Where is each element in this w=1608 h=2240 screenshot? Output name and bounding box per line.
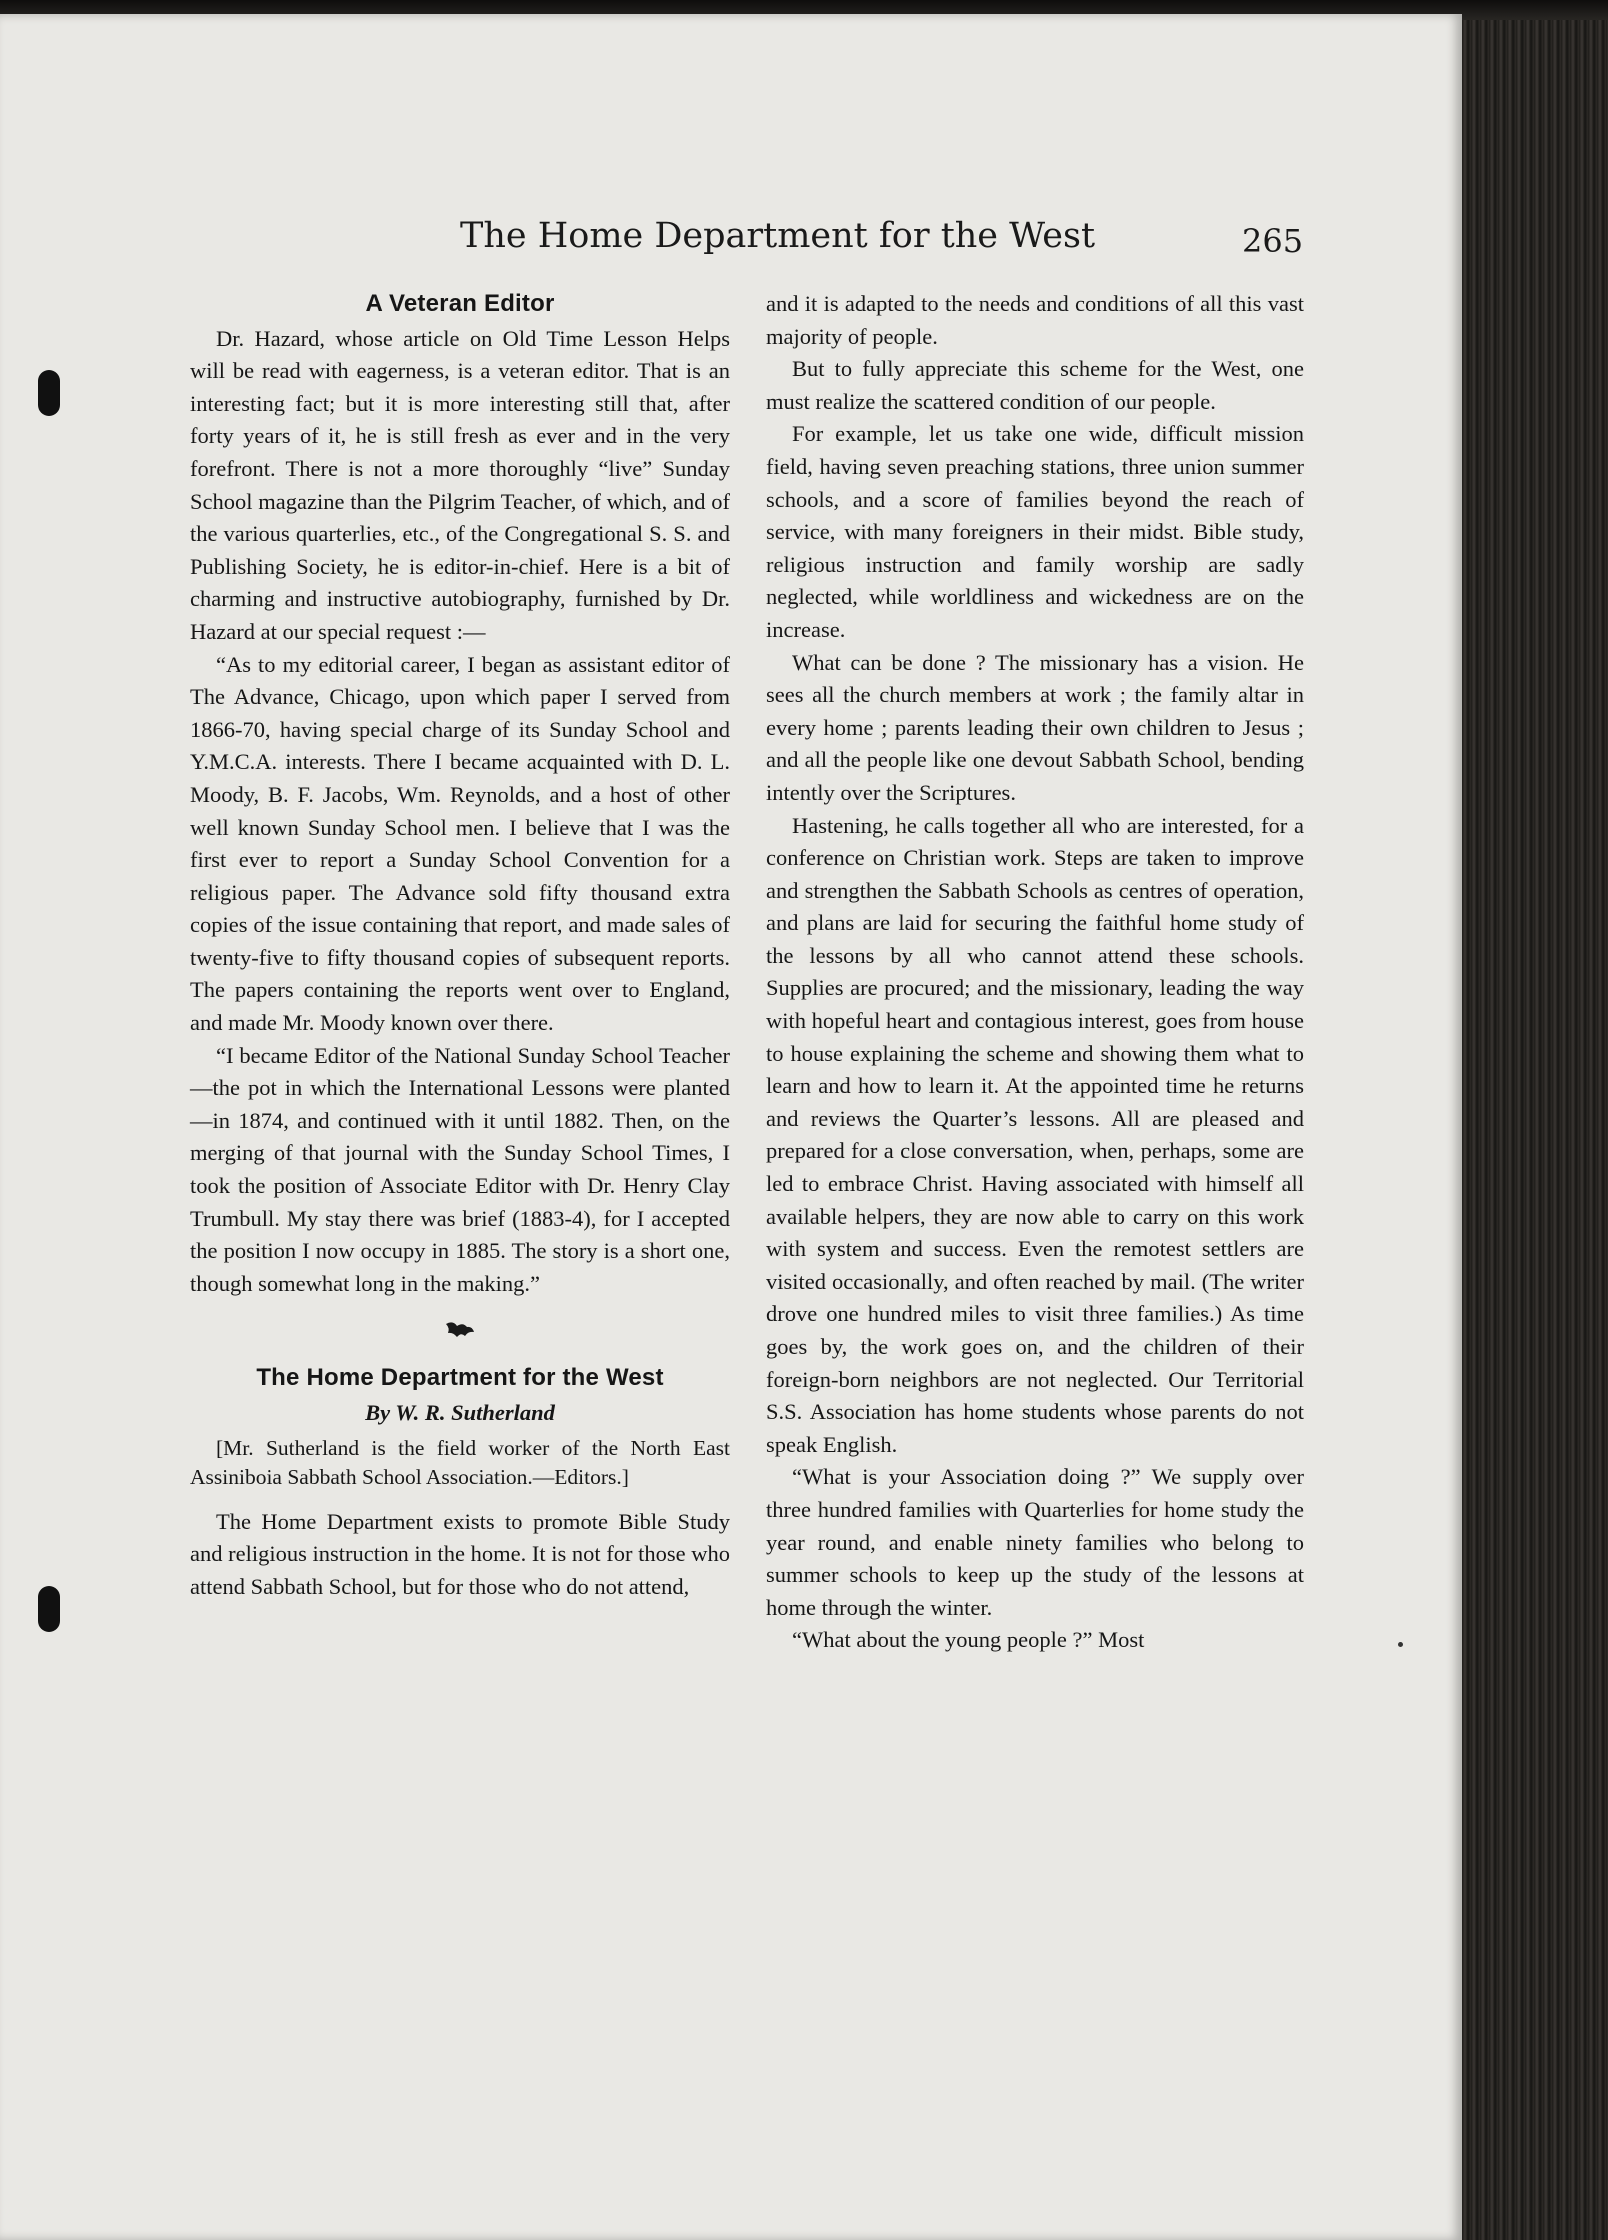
running-title: The Home Department for the West (460, 216, 1096, 256)
page-edges (1462, 20, 1608, 2240)
editor-note: [Mr. Sutherland is the field worker of the North East Assiniboia Sabbath School Association.—Editors.] (190, 1435, 730, 1489)
paragraph: The Home Department exists to promote Bible Study and religious instruction in the home. It is not for those who attend Sabbath School, but for those who do not attend, (190, 1508, 730, 1599)
article-title-veteran-editor: A Veteran Editor (365, 290, 555, 317)
paragraph: “As to my editorial career, I began as assistant editor of The Advance, Chicago, upon which paper I served from 1866-70, having special charge of its Sunday School and Y.M.C.A. interests. There I became acquainted with D. L. Moody, B. F. Jacobs, Wm. Reynolds, and a host of other well known Sunday School men. I believe that I was the first ever to report a Sunday School Convention for a religious paper. The Advance sold fifty thousand extra copies of the issue containing that report, and made sales of twenty-five to fifty thousand copies of subsequent reports. The papers containing the reports went over to England, and made Mr. Moody known over there. (190, 651, 730, 1036)
right-column (766, 288, 1304, 1657)
paragraph: “I became Editor of the National Sunday School Teacher—the pot in which the International Lessons were planted—in 1874, and continued with it until 1882. Then, on the merging of that journal with the Sunday School Times, I took the position of Associate Editor with Dr. Henry Clay Trumbull. My stay there was brief (1883-4), for I accepted the position I now occupy in 1885. The story is a short one, though somewhat long in the making.” (190, 1042, 730, 1296)
stray-mark (1398, 1642, 1403, 1647)
binding-hole-top (38, 370, 60, 416)
paragraph: “What about the young people ?” Most (792, 1627, 1145, 1653)
left-column (190, 288, 730, 1603)
page-number: 265 (1242, 222, 1304, 260)
paragraph: For example, let us take one wide, difficult mission field, having seven preaching stations, three union summer schools, and a score of families beyond the reach of service, with many foreigners in their midst. Bible study, religious instruction and family worship are sadly neglected, while worldliness and wickedness are on the increase. (766, 421, 1304, 642)
paragraph: Dr. Hazard, whose article on Old Time Lesson Helps will be read with eagerness, is a veteran editor. That is an interesting fact; but it is more interesting still that, after forty years of it, he is still fresh as ever and in the very forefront. There is not a more thoroughly “live” Sunday School magazine than the Pilgrim Teacher, of which, and of the various quarterlies, etc., of the Congregational S. S. and Publishing Society, he is editor-in-chief. Here is a bit of charming and instructive autobiography, furnished by Dr. Hazard at our special request :— (190, 325, 730, 644)
byline: By W. R. Sutherland (365, 1400, 555, 1425)
paragraph: But to fully appreciate this scheme for the West, one must realize the scattered condition of our people. (766, 356, 1304, 414)
paragraph: What can be done ? The missionary has a vision. He sees all the church members at work ; the family altar in every home ; parents leading their own children to Jesus ; and all the people like one devout Sabbath School, bending intently over the Scriptures. (766, 649, 1304, 805)
binding-hole-bottom (38, 1586, 60, 1632)
paragraph: Hastening, he calls together all who are interested, for a conference on Christian work. Steps are taken to improve and strengthen the Sabbath Schools as centres of operation, and plans are laid for securing the faithful home study of the lessons by all who cannot attend these schools. Supplies are procured; and the missionary, leading the way with hopeful heart and contagious interest, goes from house to house explaining the scheme and showing them what to learn and how to learn it. At the appointed time he returns and reviews the Quarter’s lessons. All are pleased and prepared for a close conversation, when, perhaps, some are led to embrace Christ. Having associated with himself all available helpers, they are now able to carry on this work with system and success. Even the remotest settlers are visited occasionally, and often reached by mail. (The writer drove one hundred miles to visit three families.) As time goes by, the work goes on, and the children of their foreign-born neighbors are not neglected. Our Territorial S.S. Association has home students whose parents do not speak English. (766, 812, 1304, 1457)
ornament-icon (443, 1318, 477, 1344)
paragraph: “What is your Association doing ?” We supply over three hundred families with Quarterlies for home study the year round, and enable ninety families who belong to summer schools to keep up the study of the lessons at home through the winter. (766, 1464, 1304, 1620)
section-ornament (190, 1300, 730, 1362)
article-title-home-department: The Home Department for the West (256, 1364, 664, 1392)
paragraph: and it is adapted to the needs and conditions of all this vast majority of people. (766, 291, 1304, 349)
